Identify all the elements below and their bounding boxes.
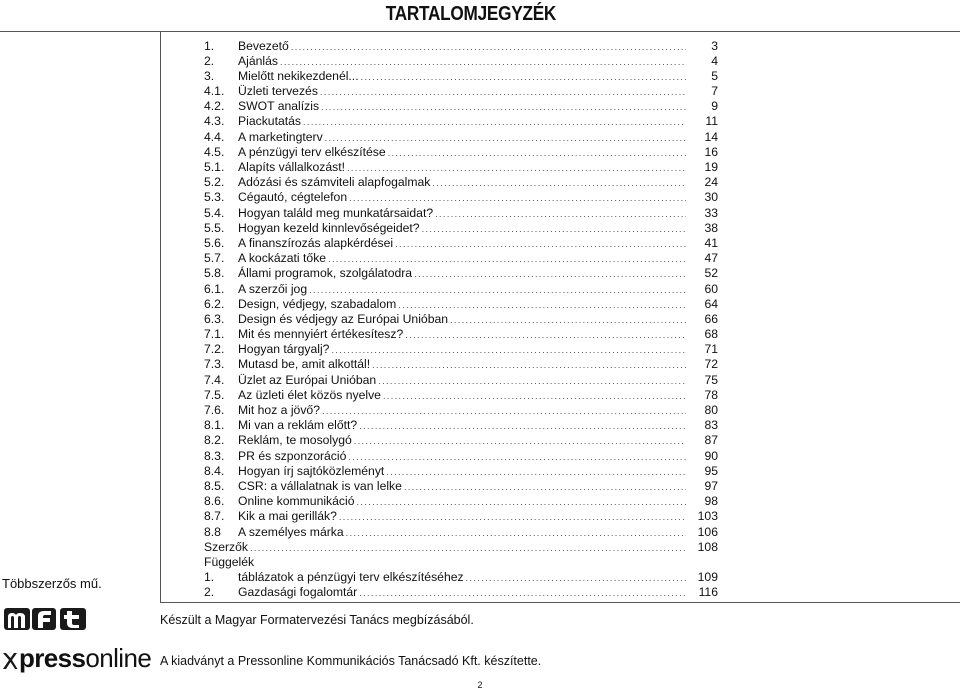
toc-entry-page: 33 xyxy=(704,205,718,220)
toc-entry-number: 8.6. xyxy=(204,494,225,509)
toc-entry-number: 8.1. xyxy=(204,418,225,433)
toc-entry-label: A marketingterv xyxy=(238,129,323,144)
toc-entry[interactable] xyxy=(204,145,720,160)
brand-press: press xyxy=(19,642,86,673)
toc-entry[interactable] xyxy=(204,236,720,251)
toc-entry-number: 4.5. xyxy=(204,144,225,159)
toc-leader-dots xyxy=(349,191,686,206)
toc-entry[interactable] xyxy=(204,175,720,190)
toc-leader-dots xyxy=(450,313,686,328)
toc-entry-label: A finanszírozás alapkérdései xyxy=(238,235,394,250)
toc-leader-dots xyxy=(348,450,686,465)
toc-entry[interactable] xyxy=(204,312,720,327)
toc-leader-dots xyxy=(359,419,686,434)
toc-entry-label: Gazdasági fogalomtár xyxy=(238,585,358,600)
toc-entry-number: 7.6. xyxy=(204,403,225,417)
toc-entry-page: 7 xyxy=(711,84,718,99)
toc-entry[interactable] xyxy=(204,585,720,600)
toc-leader-dots xyxy=(354,434,686,449)
toc-entry-number: 5.1. xyxy=(204,160,225,174)
toc-entry[interactable] xyxy=(204,221,720,236)
toc-entry-page: 98 xyxy=(704,494,718,509)
toc-entry-number: 1. xyxy=(204,570,215,585)
toc-entry-label: Hogyan kezeld kinnlevőségeidet? xyxy=(238,220,420,235)
toc-entry-number: 6.3. xyxy=(204,311,225,326)
toc-entry-number: 8.4. xyxy=(204,463,225,478)
toc-entry-page: 19 xyxy=(704,160,718,174)
toc-entry-number: 8.2. xyxy=(204,433,225,448)
toc-leader-dots xyxy=(250,541,686,556)
toc-entry-page: 116 xyxy=(698,585,718,600)
toc-entry-page: 109 xyxy=(697,570,718,585)
toc-entry-label: Mutasd be, amit alkottál! xyxy=(238,357,371,372)
toc-entry-page: 90 xyxy=(704,448,718,463)
toc-entry-number: 7.1. xyxy=(204,327,225,342)
toc-leader-dots xyxy=(435,207,686,222)
toc-entry-number: 4.1. xyxy=(204,84,225,99)
toc-entry[interactable] xyxy=(204,206,720,221)
toc-entry[interactable] xyxy=(204,388,720,403)
toc-entry-label: Hogyan írj sajtóközleményt xyxy=(238,463,385,478)
toc-entry-number: 7.2. xyxy=(204,342,225,357)
toc-entry-label: Mielőtt nekikezdenél... xyxy=(238,68,359,83)
toc-entry[interactable] xyxy=(204,418,720,433)
toc-entry-number: 8.5. xyxy=(204,478,225,493)
toc-leader-dots xyxy=(320,85,686,100)
toc-entry-page: 95 xyxy=(704,463,718,478)
toc-entry-label: PR és szponzoráció xyxy=(238,448,347,463)
toc-entry[interactable] xyxy=(204,251,720,266)
toc-entry-label: Mi van a reklám előtt? xyxy=(238,418,358,433)
toc-entry[interactable] xyxy=(204,99,720,114)
toc-entry-page: 103 xyxy=(697,509,718,524)
toc-entry-label: Adózási és számviteli alapfogalmak xyxy=(238,175,431,190)
toc-entry-page: 9 xyxy=(711,99,718,114)
toc-entry-page: 38 xyxy=(704,220,718,235)
toc-entry-label: Online kommunikáció xyxy=(238,494,355,509)
toc-entry-page: 66 xyxy=(704,311,718,326)
toc-entry-number: 3. xyxy=(204,68,215,83)
toc-entry-page: 4 xyxy=(711,53,718,68)
toc-entry-number: 7.5. xyxy=(204,387,225,402)
toc-entry-page: 24 xyxy=(704,175,718,190)
toc-entry-number: 5.4. xyxy=(204,205,225,220)
toc-leader-dots xyxy=(422,222,686,237)
toc-entry-label: Az üzleti élet közös nyelve xyxy=(238,387,381,402)
toc-entry[interactable] xyxy=(204,373,720,388)
toc-entry-label: Szerzők xyxy=(204,539,249,554)
toc-entry-label: Üzlet az Európai Unióban xyxy=(238,372,377,387)
toc-entry-label: Állami programok, szolgálatodra xyxy=(238,266,413,281)
pressonline-wordmark xyxy=(19,643,151,674)
toc-leader-dots xyxy=(331,343,686,358)
authorship-note: Többszerzős mű. xyxy=(2,576,102,591)
commission-statement: Készült a Magyar Formatervezési Tanács megbízásából. xyxy=(160,613,474,627)
toc-entry-label: Piackutatás xyxy=(238,114,302,129)
toc-entry-page: 16 xyxy=(704,144,718,159)
header-divider xyxy=(0,31,960,32)
toc-entry[interactable] xyxy=(204,357,720,372)
toc-entry[interactable] xyxy=(204,39,720,54)
toc-entry[interactable] xyxy=(204,479,720,494)
toc-entry-number: 6.2. xyxy=(204,296,225,311)
toc-leader-dots xyxy=(346,526,686,541)
toc-leader-dots xyxy=(359,586,686,601)
toc-entry[interactable] xyxy=(204,54,720,69)
toc-leader-dots xyxy=(357,495,686,510)
toc-entry-page: 106 xyxy=(697,524,718,539)
page-title: TARTALOMJEGYZÉK xyxy=(385,3,556,25)
toc-entry-number: 4.2. xyxy=(204,99,225,114)
toc-entry-label: Design és védjegy az Európai Unióban xyxy=(238,311,449,326)
toc-leader-dots xyxy=(309,283,686,298)
toc-entry-label: SWOT analízis xyxy=(238,99,320,114)
toc-leader-dots xyxy=(291,40,686,55)
toc-leader-dots xyxy=(432,176,686,191)
toc-entry-number: 5.7. xyxy=(204,251,225,266)
toc-entry-label: Cégautó, cégtelefon xyxy=(238,190,348,205)
toc-leader-dots xyxy=(325,131,686,146)
toc-entry-page: 5 xyxy=(711,68,718,83)
toc-entry[interactable] xyxy=(204,84,720,99)
toc-entry-page: 60 xyxy=(704,281,718,296)
toc-entry[interactable] xyxy=(204,327,720,342)
toc-entry-page: 52 xyxy=(704,266,718,281)
toc-leader-dots xyxy=(414,267,686,282)
toc-entry[interactable] xyxy=(204,282,720,297)
toc-entry-page: 41 xyxy=(704,235,718,250)
table-of-contents xyxy=(204,39,720,601)
toc-entry[interactable] xyxy=(204,464,720,479)
toc-entry-label: Bevezető xyxy=(238,38,289,53)
toc-entry[interactable] xyxy=(204,509,720,524)
toc-entry[interactable] xyxy=(204,494,720,509)
toc-entry[interactable] xyxy=(204,190,720,205)
toc-leader-dots xyxy=(388,146,686,161)
toc-entry-label: Mit hoz a jövő? xyxy=(238,403,320,417)
toc-entry-page: 47 xyxy=(704,251,718,266)
toc-entry-label: A pénzügyi terv elkészítése xyxy=(238,144,386,159)
toc-entry-page: 3 xyxy=(711,38,718,53)
toc-entry-page: 14 xyxy=(704,129,718,144)
toc-entry-number: 5.2. xyxy=(204,175,225,190)
toc-leader-dots xyxy=(303,115,686,130)
toc-entry-label: Design, védjegy, szabadalom xyxy=(238,296,397,311)
toc-leader-dots xyxy=(322,404,686,419)
toc-entry-label: Üzleti tervezés xyxy=(238,84,318,99)
mft-logo-icon xyxy=(4,606,86,632)
toc-entry-number: 5.6. xyxy=(204,235,225,250)
toc-entry[interactable] xyxy=(204,555,720,570)
toc-entry[interactable] xyxy=(204,69,720,84)
toc-leader-dots xyxy=(404,480,686,495)
toc-entry[interactable] xyxy=(204,570,720,585)
toc-leader-dots xyxy=(383,389,686,404)
toc-leader-dots xyxy=(466,571,686,586)
toc-leader-dots xyxy=(280,55,686,70)
toc-entry[interactable] xyxy=(204,130,720,145)
toc-entry-page: 87 xyxy=(704,433,718,448)
toc-entry-label: Kik a mai gerillák? xyxy=(238,509,337,524)
toc-entry[interactable] xyxy=(204,433,720,448)
toc-entry[interactable] xyxy=(204,449,720,464)
toc-entry[interactable] xyxy=(204,403,720,418)
toc-leader-dots xyxy=(378,374,686,389)
toc-entry-label: A kockázati tőke xyxy=(238,251,327,266)
toc-entry-number: 6.1. xyxy=(204,281,225,296)
toc-entry[interactable] xyxy=(204,525,720,540)
toc-entry-number: 5.8. xyxy=(204,266,225,281)
toc-entry-label: A személyes márka xyxy=(238,524,344,539)
toc-entry-label: Hogyan tárgyalj? xyxy=(238,342,330,357)
toc-entry-label: Függelék xyxy=(204,554,255,569)
toc-entry-number: 8.8 xyxy=(204,524,221,539)
toc-entry-number: 2. xyxy=(204,53,215,68)
vertical-divider xyxy=(160,32,161,602)
toc-entry-page: 68 xyxy=(704,327,718,342)
toc-leader-dots xyxy=(339,510,686,525)
toc-entry-label: Alapíts vállalkozást! xyxy=(238,160,346,174)
toc-leader-dots xyxy=(372,358,686,373)
toc-entry-number: 7.4. xyxy=(204,372,225,387)
toc-entry-number: 8.7. xyxy=(204,509,225,524)
toc-entry[interactable] xyxy=(204,342,720,357)
toc-entry-label: Reklám, te mosolygó xyxy=(238,433,352,448)
toc-entry[interactable] xyxy=(204,160,720,175)
toc-leader-dots xyxy=(386,465,686,480)
toc-leader-dots xyxy=(321,100,686,115)
toc-entry-page: 71 xyxy=(704,342,718,357)
toc-entry-label: Hogyan találd meg munkatársaidat? xyxy=(238,205,434,220)
toc-entry-label: táblázatok a pénzügyi terv elkészítéséhez xyxy=(238,570,464,585)
toc-entry-page: 83 xyxy=(704,418,718,433)
toc-entry-page: 11 xyxy=(705,114,718,129)
toc-entry-number: 2. xyxy=(204,585,215,600)
pressonline-logo-icon xyxy=(2,644,151,672)
toc-entry-number: 8.3. xyxy=(204,448,225,463)
toc-entry-label: Ajánlás xyxy=(238,53,278,68)
toc-entry-number: 5.3. xyxy=(204,190,225,205)
footer-divider xyxy=(160,602,960,603)
toc-entry-number: 4.4. xyxy=(204,129,225,144)
toc-entry-number: 7.3. xyxy=(204,357,225,372)
toc-entry-page: 64 xyxy=(704,296,718,311)
toc-leader-dots xyxy=(405,328,686,343)
toc-entry-label: A szerzői jog xyxy=(238,281,308,296)
page-number: 2 xyxy=(477,680,483,690)
toc-entry-label: CSR: a vállalatnak is van lelke xyxy=(238,478,402,493)
toc-entry-number: 1. xyxy=(204,38,215,53)
toc-entry-page: 72 xyxy=(704,357,718,372)
toc-entry-page: 80 xyxy=(704,403,718,417)
toc-entry-number: 5.5. xyxy=(204,220,225,235)
header xyxy=(0,0,960,32)
brand-online: online xyxy=(85,642,152,673)
toc-leader-dots xyxy=(395,237,686,252)
toc-leader-dots xyxy=(398,298,686,313)
toc-leader-dots xyxy=(361,70,686,85)
publisher-statement: A kiadványt a Pressonline Kommunikációs Tanácsadó Kft. készítette. xyxy=(160,654,542,668)
toc-entry-label: Mit és mennyiért értékesítesz? xyxy=(238,327,404,342)
x-mark-icon xyxy=(2,645,18,671)
toc-entry-page: 30 xyxy=(704,190,718,205)
toc-entry[interactable] xyxy=(204,114,720,129)
toc-entry[interactable] xyxy=(204,266,720,281)
toc-entry-page: 78 xyxy=(704,387,718,402)
toc-entry-page: 97 xyxy=(704,478,718,493)
toc-entry-page: 108 xyxy=(697,539,718,554)
toc-entry[interactable] xyxy=(204,540,720,555)
toc-leader-dots xyxy=(347,161,686,176)
toc-entry[interactable] xyxy=(204,297,720,312)
toc-entry-page: 75 xyxy=(704,372,718,387)
toc-entry-number: 4.3. xyxy=(204,114,225,129)
